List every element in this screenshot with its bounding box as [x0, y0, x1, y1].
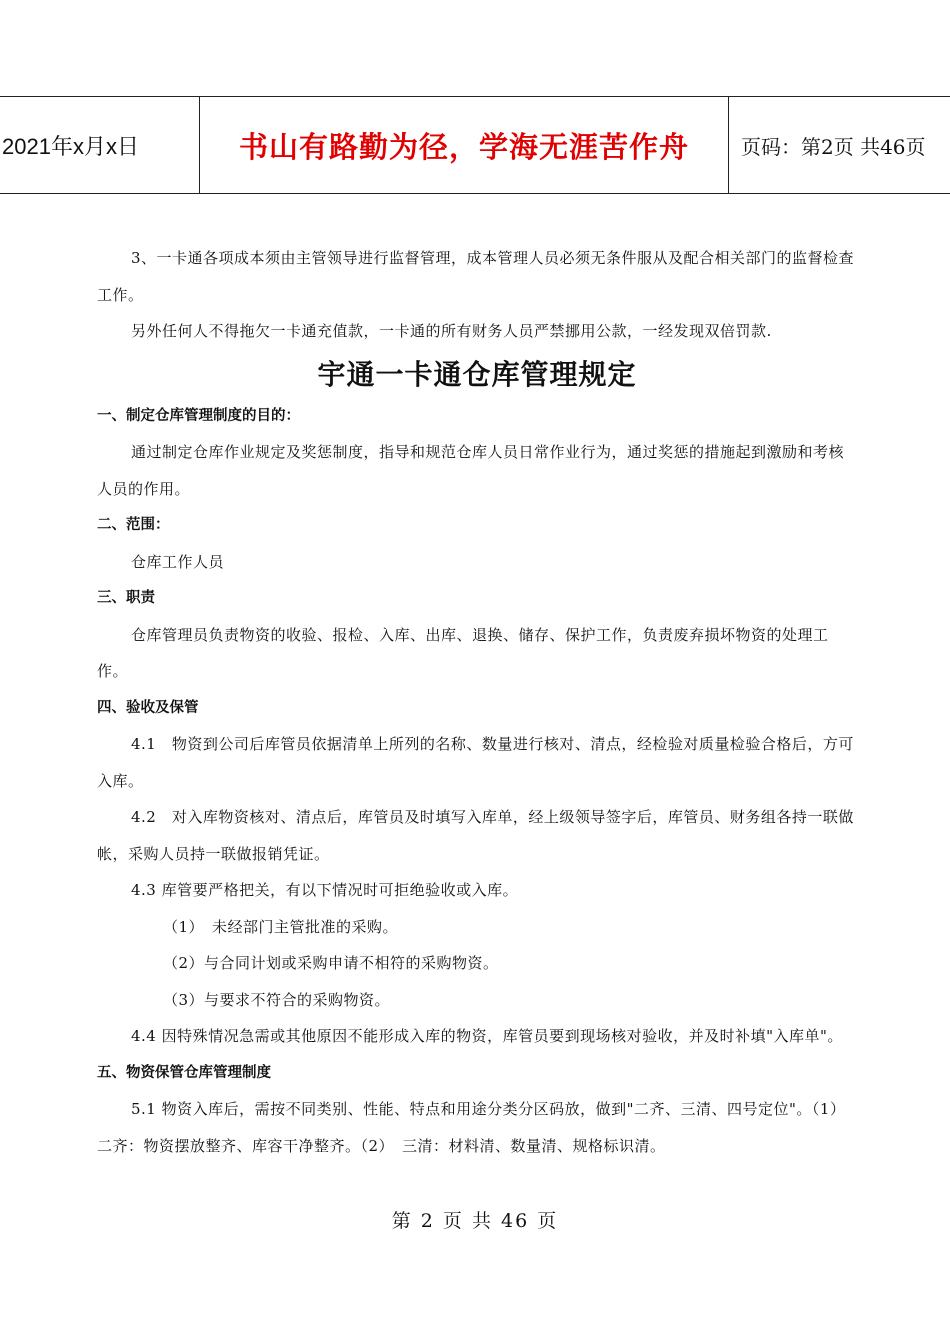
clause-4-3-item-1: （1） 未经部门主管批准的采购。	[163, 917, 399, 936]
document-title: 宇通一卡通仓库管理规定	[317, 357, 637, 391]
page-header	[0, 96, 950, 194]
clause-4-1: 4.1 物资到公司后库管员依据清单上所列的名称、数量进行核对、清点，经检验对质量检验合格后，方可入库。	[97, 735, 854, 790]
header-date: 2021年x月x日	[0, 97, 200, 193]
clause-5-1: 5.1 物资入库后，需按不同类别、性能、特点和用途分类分区码放，做到"二齐、三清、四号定位"。（1） 二齐：物资摆放整齐、库容干净整齐。（2） 三清：材料清、数量清、规格标识清。	[97, 1100, 854, 1155]
paragraph-no-arrears: 另外任何人不得拖欠一卡通充值款，一卡通的所有财务人员严禁挪用公款，一经发现双倍罚款.	[131, 322, 772, 340]
section-text-duties: 仓库管理员负责物资的收验、报检、入库、出库、退换、储存、保护工作，负责废弃损坏物资的处理工作。	[97, 625, 829, 680]
page-footer: 第 2 页 共 46 页	[391, 1210, 559, 1232]
clause-4-3: 4.3 库管要严格把关，有以下情况时可拒绝验收或入库。	[131, 881, 519, 899]
paragraph-cost-supervision: 3、一卡通各项成本须由主管领导进行监督管理，成本管理人员必须无条件服从及配合相关部门的监督检查工作。	[97, 249, 855, 304]
header-motto: 书山有路勤为径，学海无涯苦作舟	[200, 97, 729, 193]
section-heading-duties: 三、职责	[97, 590, 155, 606]
section-text-purpose: 通过制定仓库作业规定及奖惩制度，指导和规范仓库人员日常作业行为，通过奖惩的措施起到激励和考核人员的作用。	[97, 443, 845, 498]
section-heading-acceptance: 四、验收及保管	[97, 699, 199, 716]
header-page-info: 页码：第2页 共46页	[741, 134, 926, 159]
clause-4-2: 4.2 对入库物资核对、清点后，库管员及时填写入库单，经上级领导签字后，库管员、财务组各持一联做帐，采购人员持一联做报销凭证。	[97, 808, 854, 863]
document-body	[97, 240, 857, 1164]
section-heading-purpose: 一、制定仓库管理制度的目的：	[97, 407, 300, 424]
clause-4-3-item-2: （2）与合同计划或采购申请不相符的采购物资。	[163, 954, 499, 972]
section-heading-scope: 二、范围：	[97, 517, 170, 533]
section-heading-storage: 五、物资保管仓库管理制度	[97, 1064, 271, 1081]
section-text-scope: 仓库工作人员	[131, 552, 225, 571]
clause-4-3-item-3: （3）与要求不符合的采购物资。	[163, 990, 391, 1009]
clause-4-4: 4.4 因特殊情况急需或其他原因不能形成入库的物资，库管员要到现场核对验收，并及时补填"入库单"。	[131, 1027, 843, 1045]
